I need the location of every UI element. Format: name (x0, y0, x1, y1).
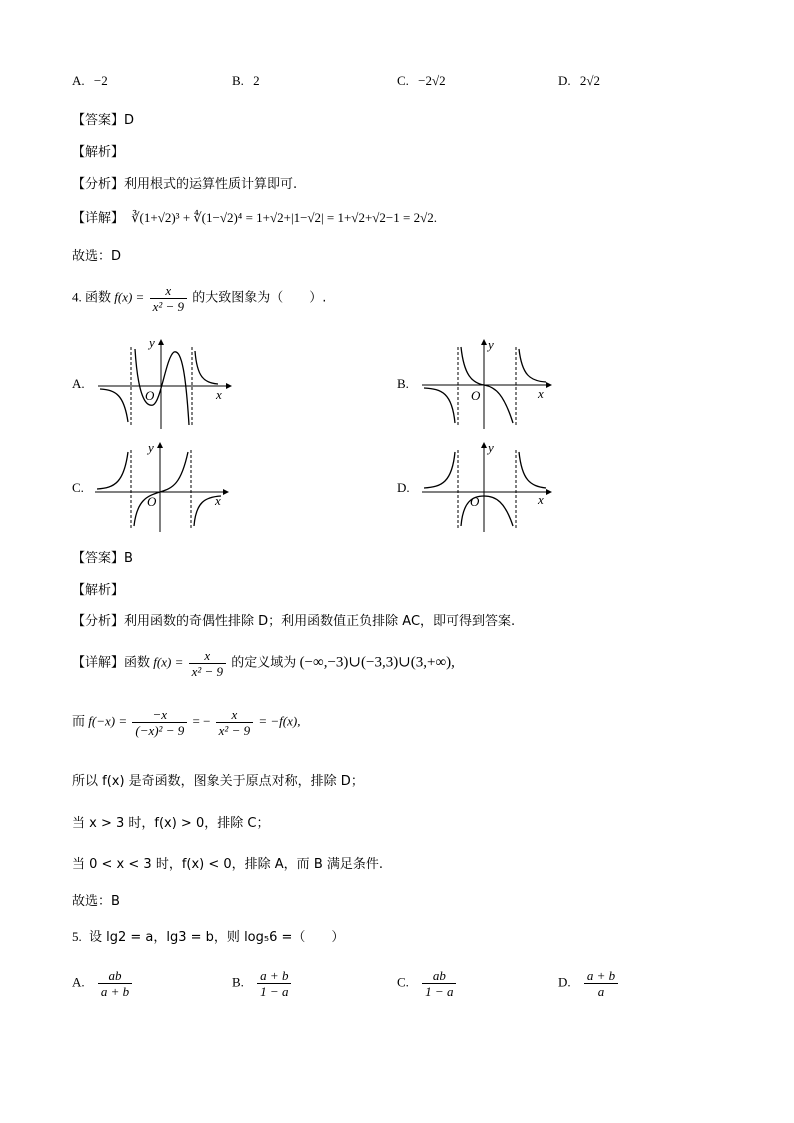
option-fraction (98, 968, 132, 999)
fraction-denominator: x² − 9 (218, 723, 251, 738)
analysis-text: 利用根式的运算性质计算即可. (124, 177, 298, 192)
option-text: 2 (253, 73, 260, 88)
fraction-denominator: a (597, 984, 605, 999)
origin-label: O (147, 494, 157, 509)
curve-middle (461, 496, 513, 526)
x-arrow (546, 382, 552, 388)
detail-expression: ∛(1+√2)³ + ∜(1−√2)⁴ = 1+√2+|1−√2| = 1+√2+√2−1 = 2√2. (131, 210, 437, 225)
option-letter: D. (558, 73, 571, 88)
q4-detail-line2 (72, 707, 300, 738)
q5-option-c (397, 968, 458, 999)
y-label: y (488, 440, 494, 455)
detail-func: f(x) = (153, 654, 184, 670)
line-rhs: = −f(x), (258, 713, 301, 729)
fraction-denominator: 1 − a (425, 984, 454, 999)
option-letter: A. (72, 974, 85, 990)
x-label: x (538, 492, 544, 507)
fraction-numerator: x (216, 707, 253, 723)
answer-tag: 【答案】 (72, 551, 125, 566)
func-lhs: f(x) = (114, 289, 145, 305)
q5-option-b (232, 968, 293, 999)
q3-jiexi: 【解析】 (72, 145, 125, 160)
option-letter: A. (72, 73, 85, 88)
graph-b-label: B. (397, 376, 409, 391)
fraction-numerator: ab (422, 968, 456, 984)
curve-left (100, 389, 128, 422)
x-arrow (226, 383, 232, 389)
origin-label: O (145, 388, 155, 403)
fraction-numerator: a + b (584, 968, 618, 984)
option-text: −2 (93, 73, 108, 88)
question-number: 5. (72, 929, 82, 944)
option-letter: C. (397, 73, 409, 88)
q3-option-c (397, 73, 446, 89)
y-arrow (157, 442, 163, 448)
analysis-text: 利用函数的奇偶性排除 D；利用函数值正负排除 AC，即可得到答案. (124, 614, 516, 629)
q4-detail-line4: 当 x > 3 时，f(x) > 0，排除 C； (72, 816, 270, 831)
q4-analysis (72, 610, 515, 629)
stem-fraction (150, 283, 187, 314)
fraction-numerator: x (150, 283, 187, 299)
option-letter: B. (232, 974, 244, 990)
x-label: x (215, 493, 221, 508)
stem-text: 设 lg2 = a，lg3 = b，则 log₅6 =（ ） (89, 930, 345, 945)
q3-option-b (232, 73, 260, 89)
graph-a-label: A. (72, 376, 85, 391)
detail-tag: 【详解】 (72, 211, 125, 226)
q5-option-a (72, 968, 134, 999)
line-prefix: 而 (72, 714, 86, 730)
detail-prefix: 函数 (124, 655, 151, 671)
curve-left (97, 452, 128, 489)
option-letter: B. (232, 73, 244, 88)
q5-option-d (558, 968, 620, 999)
curve-left (424, 452, 455, 488)
domain-expression: (−∞,−3)∪(−3,3)∪(3,+∞), (299, 654, 455, 671)
fraction-numerator: a + b (257, 968, 291, 984)
option-fraction (257, 968, 291, 999)
fraction-denominator: x² − 9 (152, 299, 185, 314)
question-number: 4. (72, 289, 82, 305)
curve-right (519, 349, 546, 382)
curve-middle (135, 349, 189, 425)
graph-c (95, 440, 229, 532)
origin-label: O (471, 388, 481, 403)
line-lhs: f(−x) = (88, 713, 128, 729)
q4-detail-line3: 所以 f(x) 是奇函数，图象关于原点对称，排除 D； (72, 774, 364, 789)
y-arrow (158, 339, 164, 345)
option-fraction (422, 968, 456, 999)
detail-tag: 【详解】 (72, 655, 125, 671)
fraction-denominator: a + b (100, 984, 130, 999)
x-label: x (538, 386, 544, 401)
graph-c-label: C. (72, 480, 84, 495)
fraction-denominator: 1 − a (260, 984, 289, 999)
q3-choose: 故选：D (72, 249, 122, 264)
option-text: 2√2 (579, 73, 601, 88)
analysis-tag: 【分析】 (72, 614, 125, 629)
curve-left (424, 388, 455, 423)
line2-fraction-1 (132, 707, 187, 738)
x-label: x (216, 387, 222, 402)
fraction-numerator: x (189, 648, 226, 664)
option-fraction (584, 968, 618, 999)
q4-jiexi: 【解析】 (72, 583, 125, 598)
q4-detail-line1 (72, 648, 455, 679)
graph-b (422, 337, 552, 429)
domain-text: 的定义域为 (231, 655, 297, 671)
stem-suffix: 的大致图象为（ ）. (192, 290, 327, 306)
q3-option-d (558, 73, 600, 89)
q4-answer (72, 547, 133, 566)
q4-detail-line5: 当 0 < x < 3 时，f(x) < 0，排除 A，而 B 满足条件. (72, 857, 383, 872)
analysis-tag: 【分析】 (72, 177, 125, 192)
option-letter: D. (558, 974, 571, 990)
curve-right (519, 452, 546, 488)
graph-d-label: D. (397, 480, 410, 495)
y-arrow (481, 442, 487, 448)
option-text: −2√2 (418, 73, 446, 88)
y-label: y (488, 337, 494, 352)
q3-analysis (72, 173, 297, 192)
q4-choose: 故选：B (72, 894, 120, 909)
detail-fraction (189, 648, 226, 679)
fraction-numerator: ab (98, 968, 132, 984)
curve-right (195, 351, 218, 384)
stem-prefix: 函数 (85, 290, 112, 306)
line2-fraction-2 (216, 707, 253, 738)
x-arrow (223, 489, 229, 495)
y-arrow (481, 339, 487, 345)
x-arrow (546, 489, 552, 495)
q3-answer (72, 109, 134, 128)
line-mid: = − (192, 713, 211, 729)
y-label: y (148, 440, 154, 455)
y-label: y (149, 337, 155, 350)
fraction-denominator: (−x)² − 9 (135, 723, 185, 738)
fraction-denominator: x² − 9 (191, 664, 224, 679)
graph-d (422, 440, 552, 532)
q3-detail (72, 207, 437, 226)
q3-option-a (72, 73, 108, 89)
answer-tag: 【答案】 (72, 113, 125, 128)
q5-stem (72, 926, 344, 945)
origin-label: O (470, 494, 480, 509)
option-letter: C. (397, 974, 409, 990)
q4-stem (72, 283, 326, 314)
fraction-numerator: −x (132, 707, 187, 723)
curve-middle (134, 452, 188, 526)
graph-a (98, 337, 232, 429)
answer-value: B (124, 551, 133, 566)
answer-value: D (124, 113, 135, 128)
